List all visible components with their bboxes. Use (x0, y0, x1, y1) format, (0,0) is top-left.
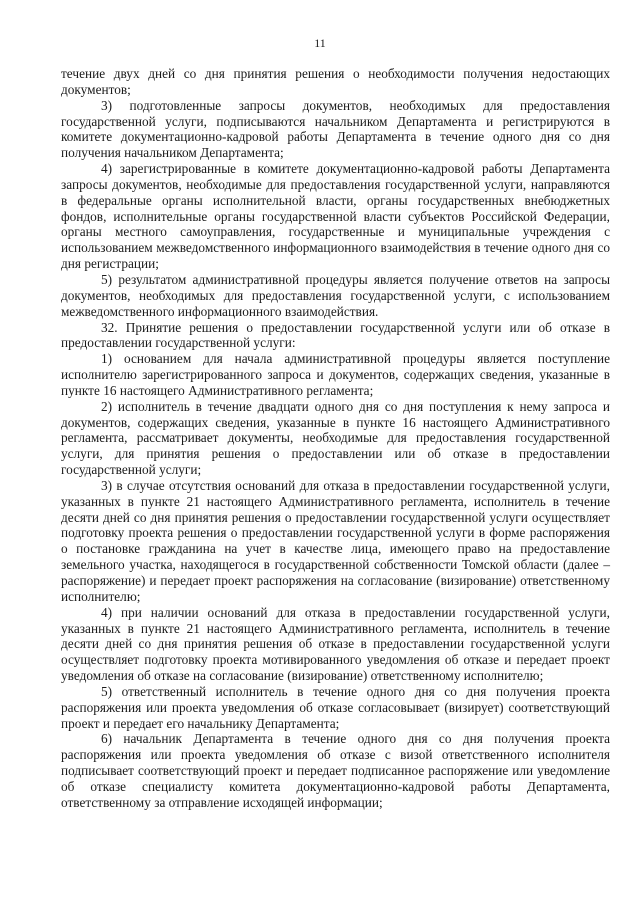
document-body (61, 66, 610, 811)
paragraph-32-item-5: 5) ответственный исполнитель в течение одного дня со дня получения проекта распоряжения или проекта уведомления об отказе согласовывает (визирует) соответствующий проект и передает его начальнику Департамента; (61, 683, 610, 731)
paragraph-continuation: течение двух дней со дня принятия решения о необходимости получения недостающих документов; (61, 66, 610, 97)
paragraph-item-5: 5) результатом административной процедуры является получение ответов на запросы документов, необходимых для предоставления государственной услуги, с использованием межведомственного информационного взаимодействия. (61, 271, 610, 319)
paragraph-item-3: 3) подготовленные запросы документов, необходимых для предоставления государственной услуги, подписываются начальником Департамента и регистрируются в комитете документационно-кадровой работы Департамента в течение одного дня со дня получения начальником Департамента; (61, 97, 610, 161)
paragraph-32-item-2: 2) исполнитель в течение двадцати одного дня со дня поступления к нему запроса и документов, содержащих сведения, указанные в пункте 16 настоящего Административного регламента, рассматривает документы, необходимые для предоставления государственной услуги, для принятия решения о предоставлении или об отказе в предоставлении государственной услуги; (61, 398, 610, 478)
paragraph-32-item-1: 1) основанием для начала административной процедуры является поступление исполнителю зарегистрированного запроса и документов, содержащих сведения, указанные в пункте 16 настоящего Административного регламента; (61, 351, 610, 398)
paragraph-32-item-4: 4) при наличии оснований для отказа в предоставлении государственной услуги, указанных в пункте 21 настоящего Административного регламента, исполнитель в течение десяти дней со дня принятия решения об отказе в предоставлении государственной услуги осуществляет подготовку проекта мотивированного уведомления об отказе и передает проект уведомления об отказе на согласование (визирование) ответственному исполнителю; (61, 604, 610, 684)
paragraph-32-item-3: 3) в случае отсутствия оснований для отказа в предоставлении государственной услуги, указанных в пункте 21 настоящего Административного регламента, исполнитель в течение десяти дней со дня принятия решения о предоставлении государственной услуги осуществляет подготовку проекта решения о предоставлении государственной услуги в форме распоряжения о постановке гражданина на учет в качестве лица, имеющего право на предоставление земельного участка, находящегося в государственной собственности Томской области (далее – распоряжение) и передает проект распоряжения на согласование (визирование) ответственному исполнителю; (61, 477, 610, 604)
paragraph-32-item-6: 6) начальник Департамента в течение одного дня со дня получения проекта распоряжения или проекта уведомления об отказе с визой ответственного исполнителя подписывает соответствующий проект и передает подписанное распоряжение или уведомление об отказе специалисту комитета документационно-кадровой работы Департамента, ответственному за отправление исходящей информации; (61, 731, 610, 810)
paragraph-section-32: 32. Принятие решения о предоставлении государственной услуги или об отказе в предоставлении государственной услуги: (61, 319, 610, 351)
paragraph-item-4: 4) зарегистрированные в комитете документационно-кадровой работы Департамента запросы документов, необходимые для предоставления государственной услуги, направляются в федеральные органы исполнительной власти, органы государственных внебюджетных фондов, исполнительные органы государственной власти субъектов Российской Федерации, органы местного самоуправления, государственные и муниципальные учреждения с использованием межведомственного информационного взаимодействия в течение одного дня со дня регистрации; (61, 161, 610, 272)
page-number: 11 (314, 36, 326, 50)
